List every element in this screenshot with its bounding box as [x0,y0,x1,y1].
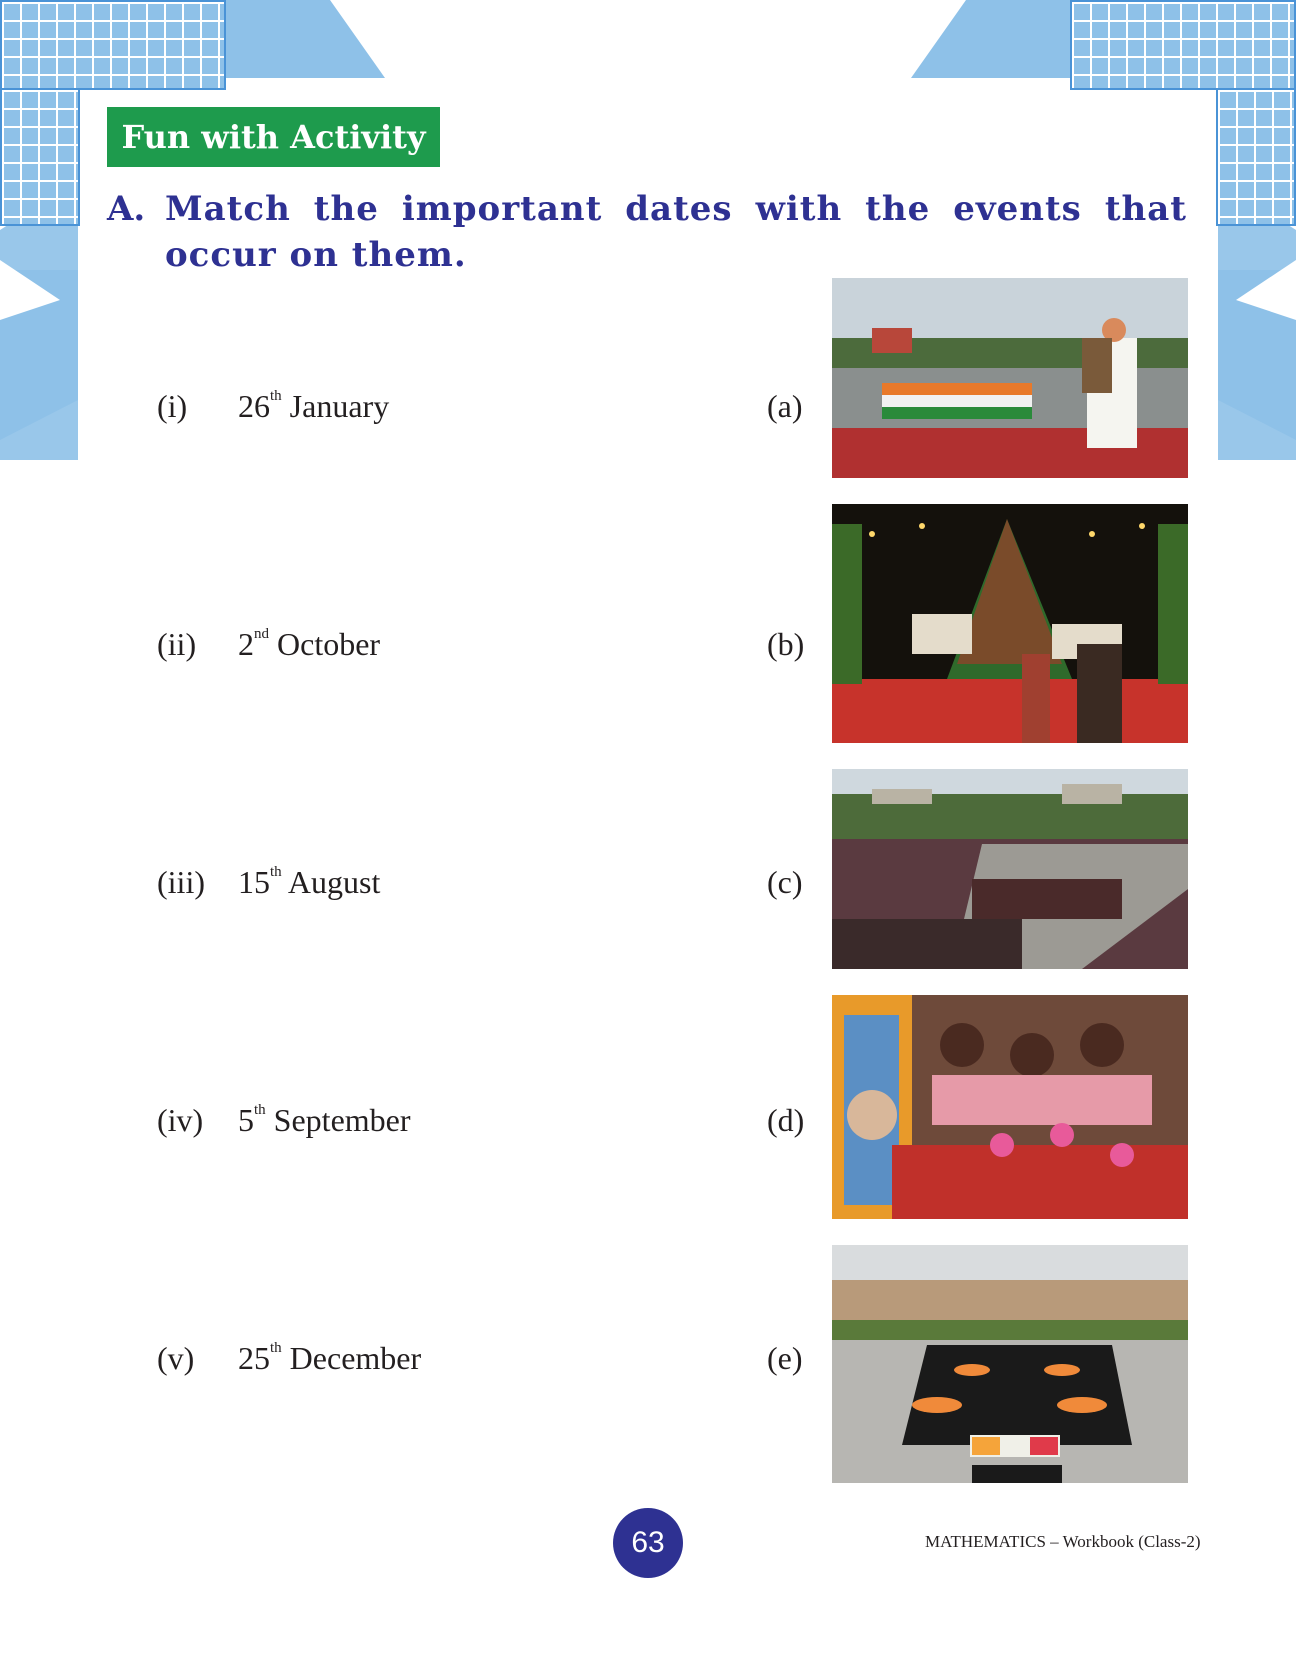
option-letter: (a) [767,388,803,424]
option-letter: (b) [767,626,805,662]
item-roman-numeral: (i) [157,388,188,424]
republic-day-parade-photo [832,769,1188,969]
page-number: 63 [613,1508,683,1578]
option-letter: (d) [767,1102,805,1138]
item-date: 2nd October [238,626,381,662]
option-letter: (e) [767,1340,803,1376]
item-roman-numeral: (ii) [157,626,197,662]
question-heading [107,186,1187,278]
item-date: 15th August [238,864,381,900]
item-date: 25th December [238,1340,422,1376]
top-right-grid [1070,0,1296,90]
rajghat-memorial-photo [832,1245,1188,1483]
activity-banner: Fun with Activity [107,107,440,167]
question-text: Match the important dates with the events that occur on them. [165,189,1187,275]
item-date: 5th September [238,1102,411,1138]
question-number: A. [107,189,146,229]
item-date: 26th January [238,388,390,424]
right-grid-column [1216,88,1296,226]
teachers-day-flowers-photo [832,995,1188,1219]
item-roman-numeral: (iii) [157,864,205,900]
independence-day-speech-photo [832,278,1188,478]
option-letter: (c) [767,864,803,900]
christmas-tree-photo [832,504,1188,743]
book-title-footer: MATHEMATICS – Workbook (Class-2) [925,1532,1201,1551]
left-grid-column [0,88,80,226]
item-roman-numeral: (v) [157,1340,195,1376]
top-left-grid [0,0,226,90]
item-roman-numeral: (iv) [157,1102,204,1138]
